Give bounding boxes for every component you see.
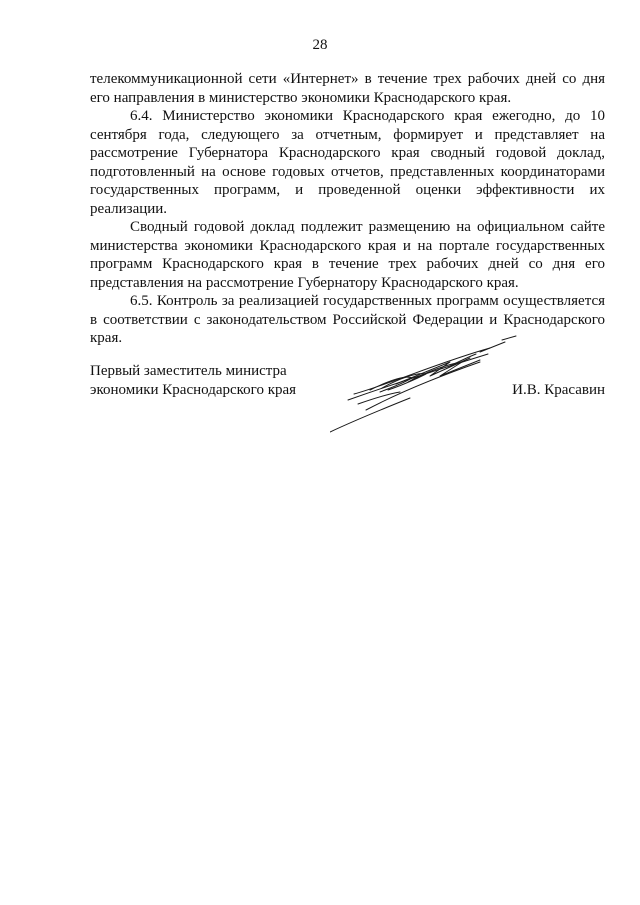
handwritten-signature: [330, 332, 540, 437]
paragraph-6-5: 6.5. Контроль за реализацией государственных программ осуществляется в соответствии с законодательством Российской Федерации и Краснодарского края.: [90, 293, 605, 346]
page-number: 28: [312, 37, 328, 53]
signer-title-line-2: экономики Краснодарского края: [90, 381, 297, 398]
paragraph-continuation: телекоммуникационной сети «Интернет» в течение трех рабочих дней со дня его направления в министерство экономики Краснодарского края.: [90, 71, 605, 106]
paragraph-6-4: 6.4. Министерство экономики Краснодарского края ежегодно, до 10 сентября года, следующего за отчетным, формирует и представляет на рассмотрение Губернатора Краснодарского края сводный годовой доклад, подготовленный на основе годовых отчетов, представленных координаторами государственных программ, и проведенной оценки эффективности их реализации.: [90, 108, 605, 217]
document-body: [90, 70, 605, 348]
signer-title: [90, 362, 296, 399]
signer-name: И.В. Красавин: [512, 381, 605, 398]
signature-block: [90, 362, 605, 452]
signer-title-line-1: Первый заместитель министра: [90, 363, 287, 379]
paragraph-summary-report: Сводный годовой доклад подлежит размещению на официальном сайте министерства экономики Краснодарского края и на портале государственных программ Краснодарского края в течение трех рабочих дней со дня его представления на рассмотрение Губернатору Краснодарского края.: [90, 219, 605, 291]
